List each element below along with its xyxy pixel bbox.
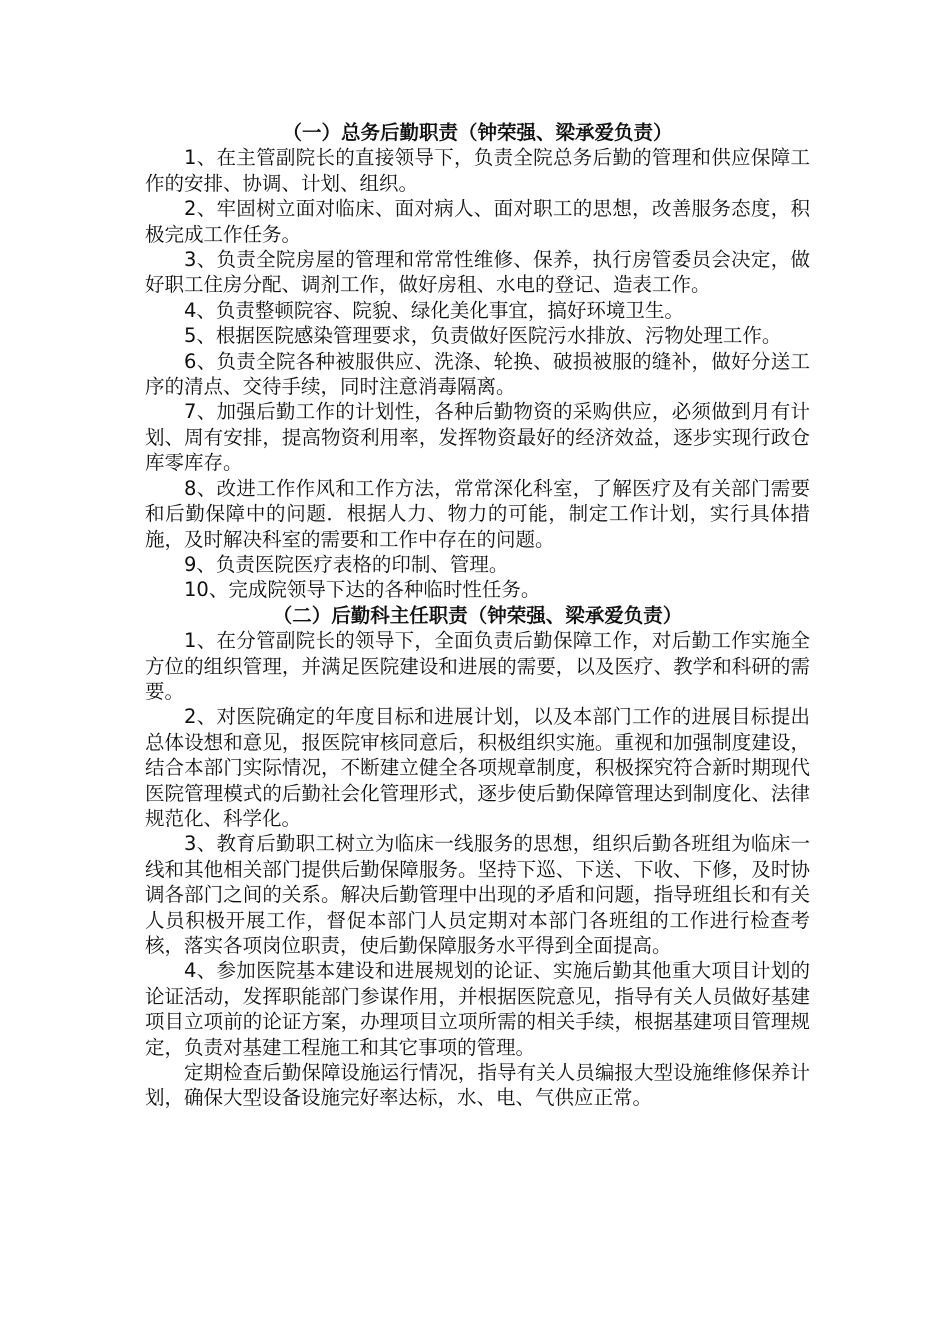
paragraph-1-7: 7、加强后勤工作的计划性，各种后勤物资的采购供应，必须做到月有计划、周有安排，提高物资利用率，发挥物资最好的经济效益，逐步实现行政仓库零库存。 xyxy=(145,400,810,475)
paragraph-2-3: 3、教育后勤职工树立为临床一线服务的思想，组织后勤各班组为临床一线和其他相关部门提供后勤保障服务。坚持下巡、下送、下收、下修，及时协调各部门之间的关系。解决后勤管理中出现的矛盾和问题，指导班组长和有关人员积极开展工作，督促本部门人员定期对本部门各班组的工作进行检查考核，落实各项岗位职责，使后勤保障服务水平得到全面提高。 xyxy=(145,832,810,957)
paragraph-1-9: 9、负责医院医疗表格的印制、管理。 xyxy=(184,552,509,576)
paragraph-1-3: 3、负责全院房屋的管理和常常性维修、保养，执行房管委员会决定，做好职工住房分配、调剂工作，做好房租、水电的登记、造表工作。 xyxy=(145,248,810,297)
document-page xyxy=(145,120,810,1111)
paragraph-1-8: 8、改进工作作风和工作方法，常常深化科室，了解医疗及有关部门需要和后勤保障中的问题．根据人力、物力的可能，制定工作计划，实行具体措施，及时解决科室的需要和工作中存在的问题。 xyxy=(145,476,810,551)
paragraph-1-4: 4、负责整顿院容、院貌、绿化美化事宜，搞好环境卫生。 xyxy=(184,298,684,322)
paragraph-1-1: 1、在主管副院长的直接领导下，负责全院总务后勤的管理和供应保障工作的安排、协调、计划、组织。 xyxy=(145,146,810,195)
paragraph-1-5: 5、根据医院感染管理要求，负责做好医院污水排放、污物处理工作。 xyxy=(184,324,782,348)
section-heading-logistics-director: （二）后勤科主任职责（钟荣强、梁承爱负责） xyxy=(272,603,683,627)
paragraph-2-4: 4、参加医院基本建设和进展规划的论证、实施后勤其他重大项目计划的论证活动，发挥职能部门参谋作用，并根据医院意见，指导有关人员做好基建项目立项前的论证方案，办理项目立项所需的相关手续，根据基建项目管理规定，负责对基建工程施工和其它事项的管理。 xyxy=(145,959,810,1059)
paragraph-2-2: 2、对医院确定的年度目标和进展计划，以及本部门工作的进展目标提出总体设想和意见，报医院审核同意后，积极组织实施。重视和加强制度建设，结合本部门实际情况，不断建立健全各项规章制度，积极探究符合新时期现代医院管理模式的后勤社会化管理形式，逐步使后勤保障管理达到制度化、法律规范化、科学化。 xyxy=(145,705,810,830)
paragraph-2-1: 1、在分管副院长的领导下，全面负责后勤保障工作，对后勤工作实施全方位的组织管理，并满足医院建设和进展的需要，以及医疗、教学和科研的需要。 xyxy=(145,629,810,703)
paragraph-1-6: 6、负责全院各种被服供应、洗涤、轮换、破损被服的缝补，做好分送工序的清点、交待手续，同时注意消毒隔离。 xyxy=(145,349,810,399)
paragraph-1-2: 2、牢固树立面对临床、面对病人、面对职工的思想，改善服务态度，积极完成工作任务。 xyxy=(145,197,810,246)
section-heading-general-affairs: （一）总务后勤职责（钟荣强、梁承爱负责） xyxy=(282,121,673,144)
paragraph-1-10: 10、完成院领导下达的各种临时性任务。 xyxy=(184,578,541,602)
paragraph-2-5: 定期检查后勤保障设施运行情况，指导有关人员编报大型设施维修保养计划，确保大型设备设施完好率达标，水、电、气供应正常。 xyxy=(145,1061,810,1110)
